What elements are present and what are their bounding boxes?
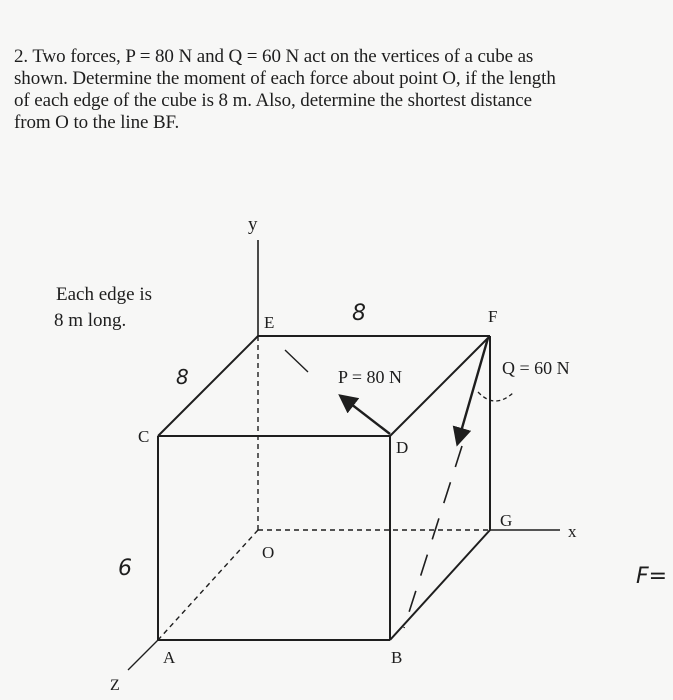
note-line-1: Each edge is	[56, 284, 153, 305]
point-label-B: B	[391, 648, 403, 667]
force-label-P: P = 80 N	[338, 367, 402, 387]
handwritten-top-edge: 8	[352, 301, 366, 326]
handwritten-right-margin: F=	[636, 564, 668, 589]
point-label-D: D	[396, 438, 409, 457]
point-label-F: F	[488, 307, 498, 326]
z-axis	[128, 640, 158, 670]
problem-line-3: of each edge of the cube is 8 m. Also, determine the shortest distance	[14, 90, 532, 111]
problem-line-1: 2. Two forces, P = 80 N and Q = 60 N act on the vertices of a cube as	[14, 46, 534, 67]
line-F-to-B	[404, 446, 462, 628]
edge-GB	[390, 530, 490, 640]
problem-line-4: from O to the line BF.	[14, 112, 180, 133]
handwritten-left-vertical: 6	[118, 556, 132, 581]
force-P-arrow	[342, 397, 390, 434]
axis-label-y: y	[248, 214, 258, 235]
axis-label-x: x	[568, 522, 577, 541]
problem-number: 2.	[14, 46, 29, 67]
point-label-G: G	[500, 511, 513, 530]
note-line-2: 8 m long.	[54, 310, 127, 331]
hidden-edge-OA	[158, 530, 258, 640]
point-label-E: E	[264, 313, 275, 332]
point-label-A: A	[163, 648, 176, 667]
handwritten-left-top-edge: 8	[176, 365, 189, 389]
edge-EC	[158, 336, 258, 436]
problem-line-2: shown. Determine the moment of each force about point O, if the length	[14, 68, 556, 89]
point-label-C: C	[138, 427, 150, 446]
line-E-to-P	[285, 350, 308, 372]
force-label-Q: Q = 60 N	[502, 358, 570, 378]
point-label-O: O	[262, 543, 275, 562]
axis-label-z: Z	[110, 677, 120, 694]
q-angle-arc	[478, 392, 514, 401]
